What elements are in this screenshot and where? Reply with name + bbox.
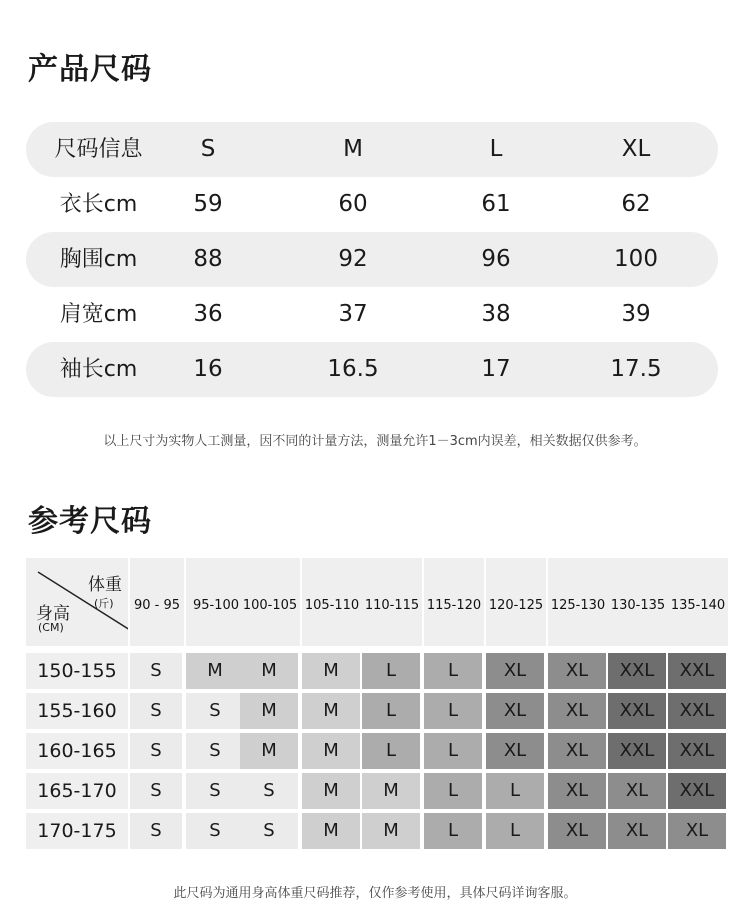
chest-row	[26, 232, 718, 287]
size-header-xl: XL	[621, 136, 651, 162]
height-row-label: 160-165	[26, 733, 128, 769]
weight-column-header: 95-100	[186, 558, 246, 646]
size-cell: XL	[548, 653, 606, 689]
size-cell: XXL	[668, 773, 726, 809]
size-cell: XL	[486, 653, 544, 689]
size-cell: M	[362, 773, 420, 809]
size-cell: XXL	[608, 653, 666, 689]
length-row	[26, 177, 718, 232]
weight-column-header: 135-140	[668, 558, 728, 646]
size-cell: XXL	[668, 653, 726, 689]
table-cell: 92	[338, 246, 368, 272]
size-cell: M	[302, 693, 360, 729]
weight-axis-label: 体重	[88, 575, 122, 595]
height-axis-label: 身高	[36, 604, 70, 624]
size-cell: S	[130, 733, 182, 769]
size-cell: XL	[486, 693, 544, 729]
table-cell: 36	[193, 301, 223, 327]
size-cell: M	[302, 773, 360, 809]
size-header-row	[26, 122, 718, 177]
row-label: 袖长cm	[59, 357, 138, 382]
size-cell: S	[186, 773, 244, 809]
size-cell: L	[424, 813, 482, 849]
weight-column-header: 115-120	[424, 558, 484, 646]
row-label: 衣长cm	[59, 192, 138, 217]
size-header-s: S	[200, 136, 216, 162]
table-cell: 17.5	[610, 356, 662, 382]
size-cell: L	[362, 693, 420, 729]
height-row-label: 165-170	[26, 773, 128, 809]
size-header-label: 尺码信息	[54, 137, 143, 162]
size-cell: XXL	[608, 693, 666, 729]
table-cell: 16.5	[327, 356, 379, 382]
table-cell: 17	[481, 356, 511, 382]
reference-size-grid	[26, 558, 726, 850]
weight-column-header: 125-130	[548, 558, 608, 646]
table-cell: 62	[621, 191, 651, 217]
row-label: 肩宽cm	[59, 302, 138, 327]
height-row-label: 155-160	[26, 693, 128, 729]
size-cell: XL	[548, 813, 606, 849]
size-cell: L	[424, 693, 482, 729]
weight-column-header: 110-115	[362, 558, 422, 646]
size-cell: XL	[548, 773, 606, 809]
size-cell: L	[424, 773, 482, 809]
table-cell: 96	[481, 246, 511, 272]
table-cell: 16	[193, 356, 223, 382]
grid-corner-header	[26, 558, 128, 646]
shoulder-row	[26, 287, 718, 342]
table-cell: 38	[481, 301, 511, 327]
size-cell: M	[302, 653, 360, 689]
size-cell: M	[240, 693, 298, 729]
size-cell: L	[486, 813, 544, 849]
measurement-note: 以上尺寸为实物人工测量，因不同的计量方法，测量允许1－3cm内误差，相关数据仅供参考。	[103, 434, 647, 449]
row-label: 胸围cm	[59, 247, 138, 272]
weight-column-header: 120-125	[486, 558, 546, 646]
size-cell: L	[424, 653, 482, 689]
size-cell: M	[186, 653, 244, 689]
size-cell: S	[130, 693, 182, 729]
height-unit-label: (CM)	[38, 621, 64, 634]
weight-column-header: 100-105	[240, 558, 300, 646]
size-cell: L	[362, 653, 420, 689]
table-cell: 61	[481, 191, 511, 217]
table-cell: 100	[614, 246, 658, 272]
height-row-label: 150-155	[26, 653, 128, 689]
size-cell: L	[486, 773, 544, 809]
sleeve-row	[26, 342, 718, 397]
size-cell: XL	[486, 733, 544, 769]
size-cell: XL	[548, 693, 606, 729]
size-cell: XXL	[608, 733, 666, 769]
size-cell: L	[424, 733, 482, 769]
size-cell: M	[302, 813, 360, 849]
size-cell: XL	[608, 813, 666, 849]
size-cell: S	[130, 773, 182, 809]
weight-column-header: 105-110	[302, 558, 362, 646]
size-cell: M	[240, 653, 298, 689]
size-header-l: L	[489, 136, 503, 162]
size-cell: XL	[548, 733, 606, 769]
size-cell: S	[130, 813, 182, 849]
product-size-table	[26, 122, 718, 397]
size-cell: XXL	[668, 693, 726, 729]
size-cell: M	[240, 733, 298, 769]
table-cell: 59	[193, 191, 223, 217]
table-cell: 60	[338, 191, 368, 217]
size-cell: XL	[668, 813, 726, 849]
height-row-label: 170-175	[26, 813, 128, 849]
table-cell: 39	[621, 301, 651, 327]
size-cell: XXL	[668, 733, 726, 769]
size-cell: S	[186, 733, 244, 769]
reference-size-title: 参考尺码	[28, 504, 152, 539]
size-header-m: M	[343, 136, 363, 162]
weight-unit-label: (斤)	[94, 597, 114, 610]
recommendation-note: 此尺码为通用身高体重尺码推荐，仅作参考使用，具体尺码详询客服。	[173, 886, 577, 901]
weight-column-header: 130-135	[608, 558, 668, 646]
product-size-title: 产品尺码	[28, 52, 152, 87]
size-cell: M	[302, 733, 360, 769]
size-cell: S	[130, 653, 182, 689]
size-cell: S	[186, 693, 244, 729]
size-cell: XL	[608, 773, 666, 809]
size-cell: L	[362, 733, 420, 769]
weight-column-header: 90 - 95	[130, 558, 184, 646]
table-cell: 88	[193, 246, 223, 272]
size-cell: M	[362, 813, 420, 849]
size-cell: S	[240, 773, 298, 809]
table-cell: 37	[338, 301, 368, 327]
size-cell: S	[186, 813, 244, 849]
size-cell: S	[240, 813, 298, 849]
